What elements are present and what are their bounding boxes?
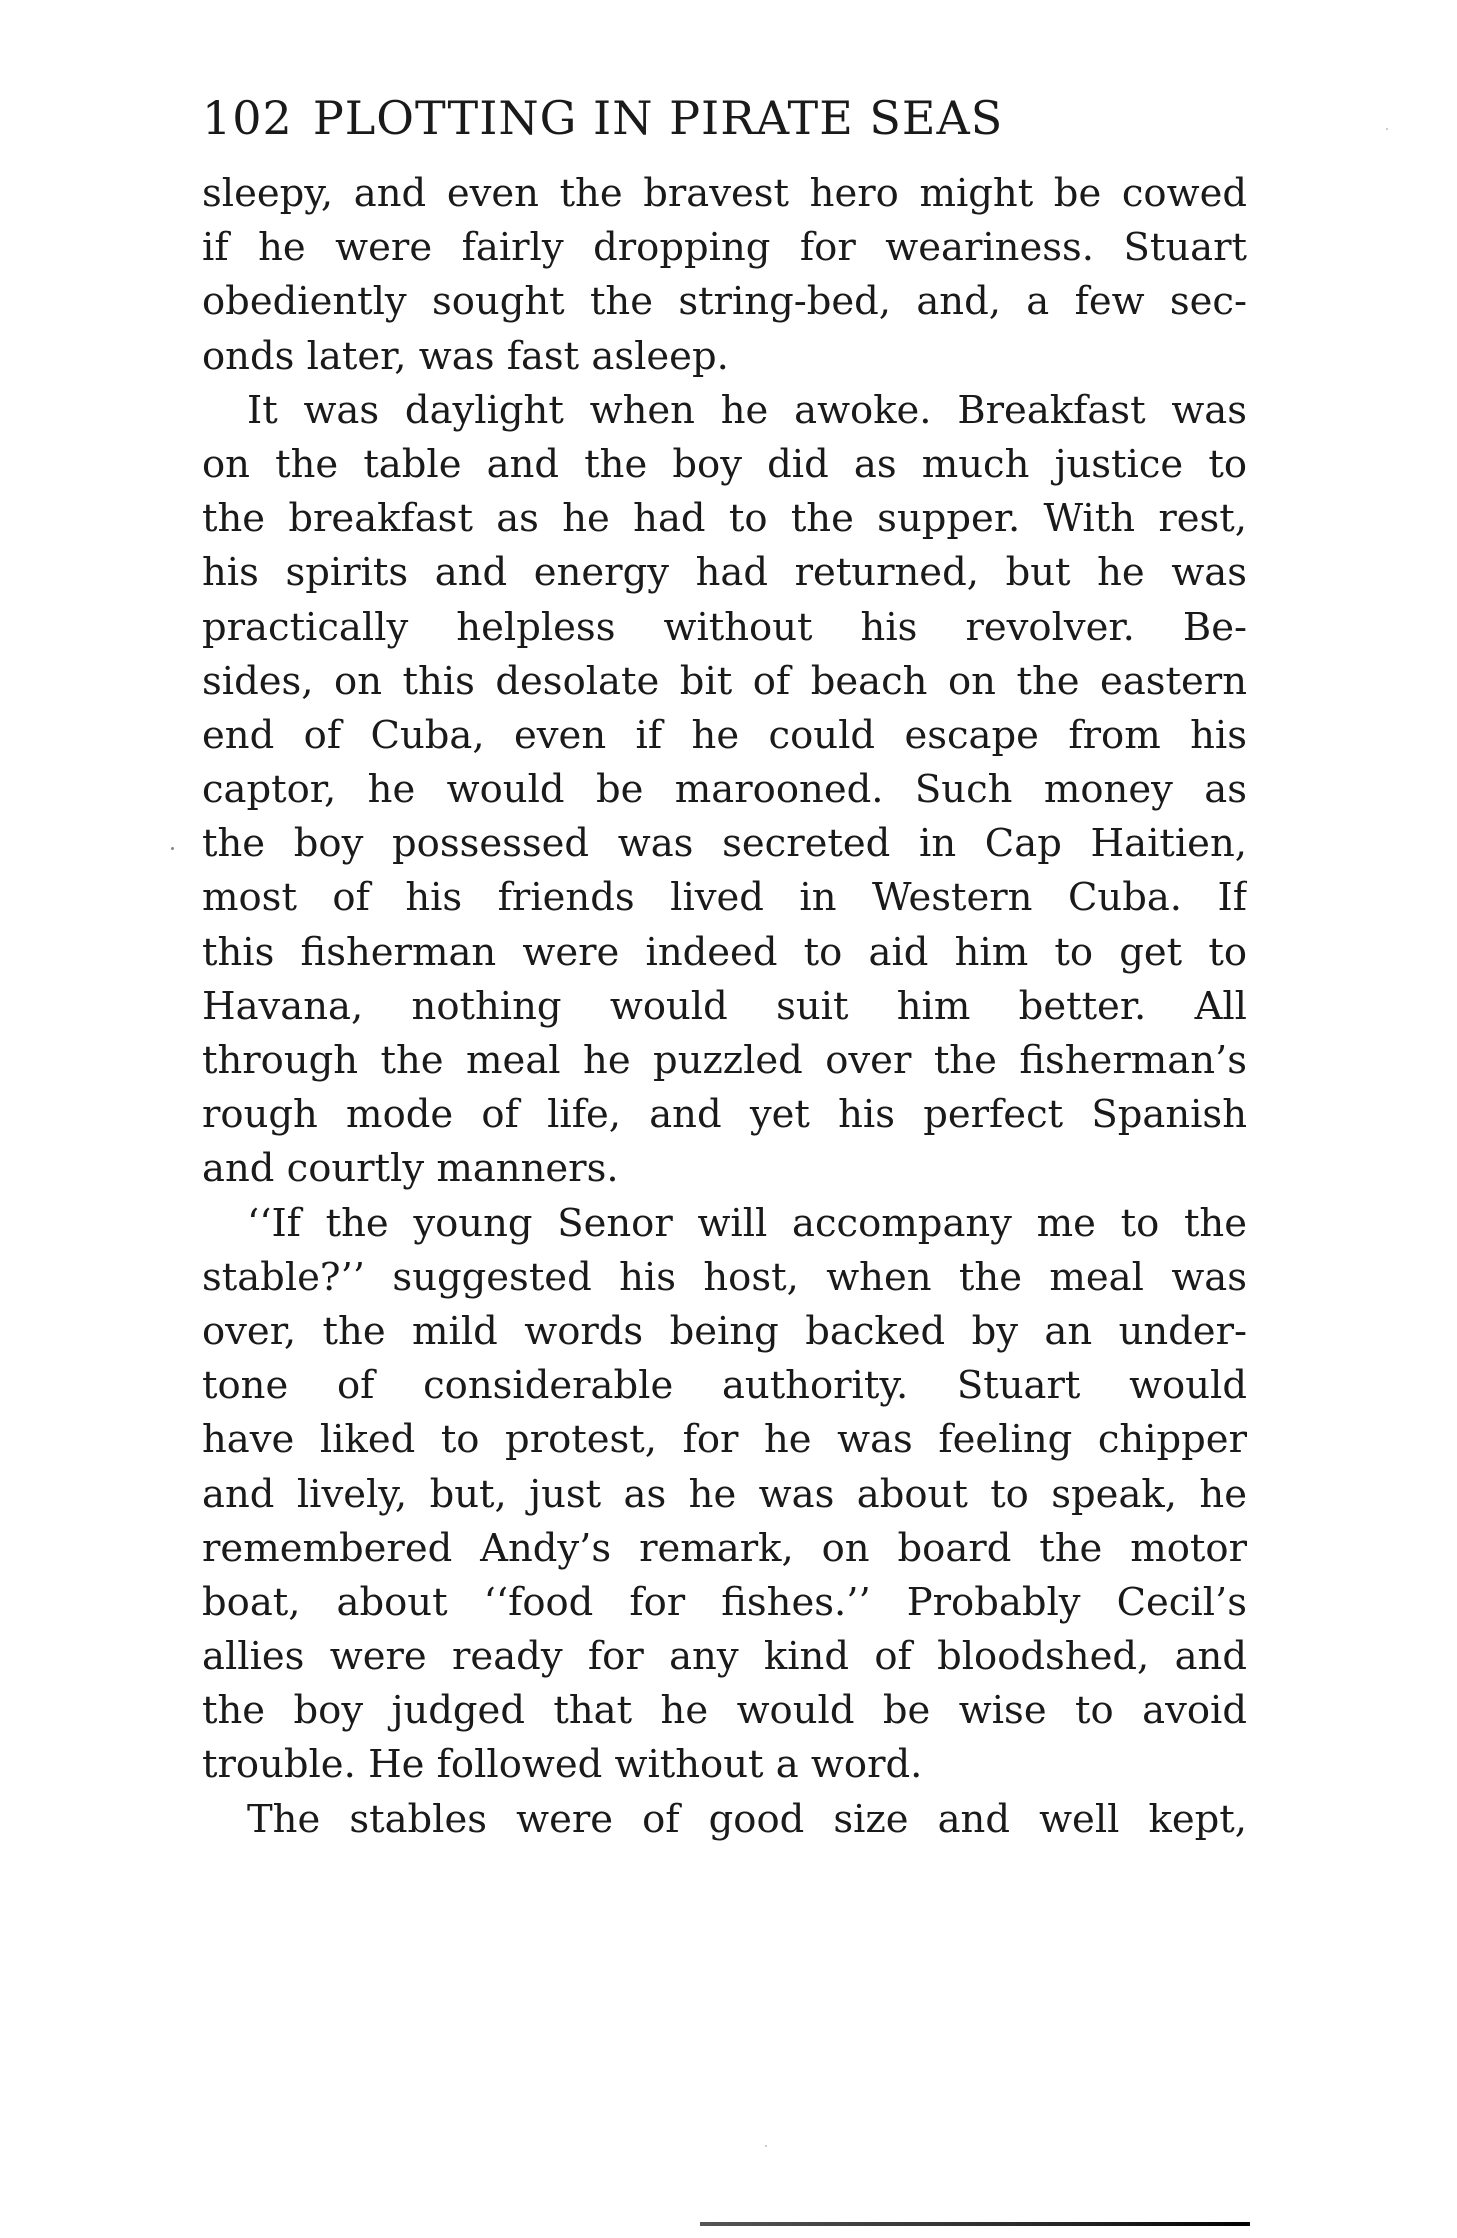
paper-speck — [1386, 128, 1388, 130]
text-line: stable?’’ suggested his host, when the meal was — [202, 1254, 1247, 1300]
paper-speck — [765, 2145, 767, 2147]
text-line: onds later, was fast asleep. — [202, 333, 729, 379]
text-line: sides, on this desolate bit of beach on the eastern — [202, 658, 1247, 704]
text-line: obediently sought the string-bed, and, a few sec- — [202, 279, 1247, 325]
text-line: the boy judged that he would be wise to avoid — [202, 1688, 1247, 1734]
text-line: have liked to protest, for he was feeling chipper — [202, 1417, 1247, 1463]
body-text — [202, 167, 1247, 1847]
page-number: 102 — [202, 91, 293, 145]
text-line: the boy possessed was secreted in Cap Haitien, — [202, 821, 1247, 867]
text-line: remembered Andy’s remark, on board the motor — [202, 1525, 1247, 1571]
text-line: the breakfast as he had to the supper. With rest, — [202, 496, 1247, 542]
text-line: this fisherman were indeed to aid him to get to — [202, 929, 1247, 975]
text-line: captor, he would be marooned. Such money as — [202, 767, 1247, 813]
running-title: PLOTTING IN PIRATE SEAS — [312, 91, 1004, 145]
paper-speck — [171, 847, 174, 850]
text-line: allies were ready for any kind of bloodshed, and — [202, 1634, 1247, 1680]
text-line: ‘‘If the young Senor will accompany me to the — [247, 1200, 1247, 1246]
text-line: Havana, nothing would suit him better. All — [202, 983, 1247, 1029]
text-line: over, the mild words being backed by an under- — [202, 1308, 1247, 1354]
text-line: end of Cuba, even if he could escape from his — [202, 712, 1247, 758]
running-head — [202, 88, 1003, 148]
text-line: if he were fairly dropping for weariness. Stuart — [202, 225, 1247, 271]
text-line: sleepy, and even the bravest hero might be cowed — [202, 171, 1247, 216]
bottom-rule — [700, 2222, 1250, 2226]
text-line: through the meal he puzzled over the fisherman’s — [202, 1038, 1247, 1083]
text-line: and courtly manners. — [202, 1146, 619, 1192]
text-line: trouble. He followed without a word. — [202, 1742, 923, 1788]
text-line: It was daylight when he awoke. Breakfast was — [247, 387, 1247, 433]
text-line: his spirits and energy had returned, but he was — [202, 550, 1247, 596]
text-line: and lively, but, just as he was about to speak, he — [202, 1471, 1247, 1517]
text-line: practically helpless without his revolver. Be- — [202, 604, 1247, 650]
text-line: tone of considerable authority. Stuart would — [202, 1363, 1247, 1409]
text-line: on the table and the boy did as much justice to — [202, 441, 1247, 487]
text-line: The stables were of good size and well kept, — [247, 1796, 1247, 1842]
text-line: most of his friends lived in Western Cuba. If — [202, 875, 1247, 921]
text-line: rough mode of life, and yet his perfect Spanish — [202, 1092, 1247, 1138]
text-line: boat, about ‘‘food for fishes.’’ Probably Cecil’s — [202, 1579, 1247, 1625]
